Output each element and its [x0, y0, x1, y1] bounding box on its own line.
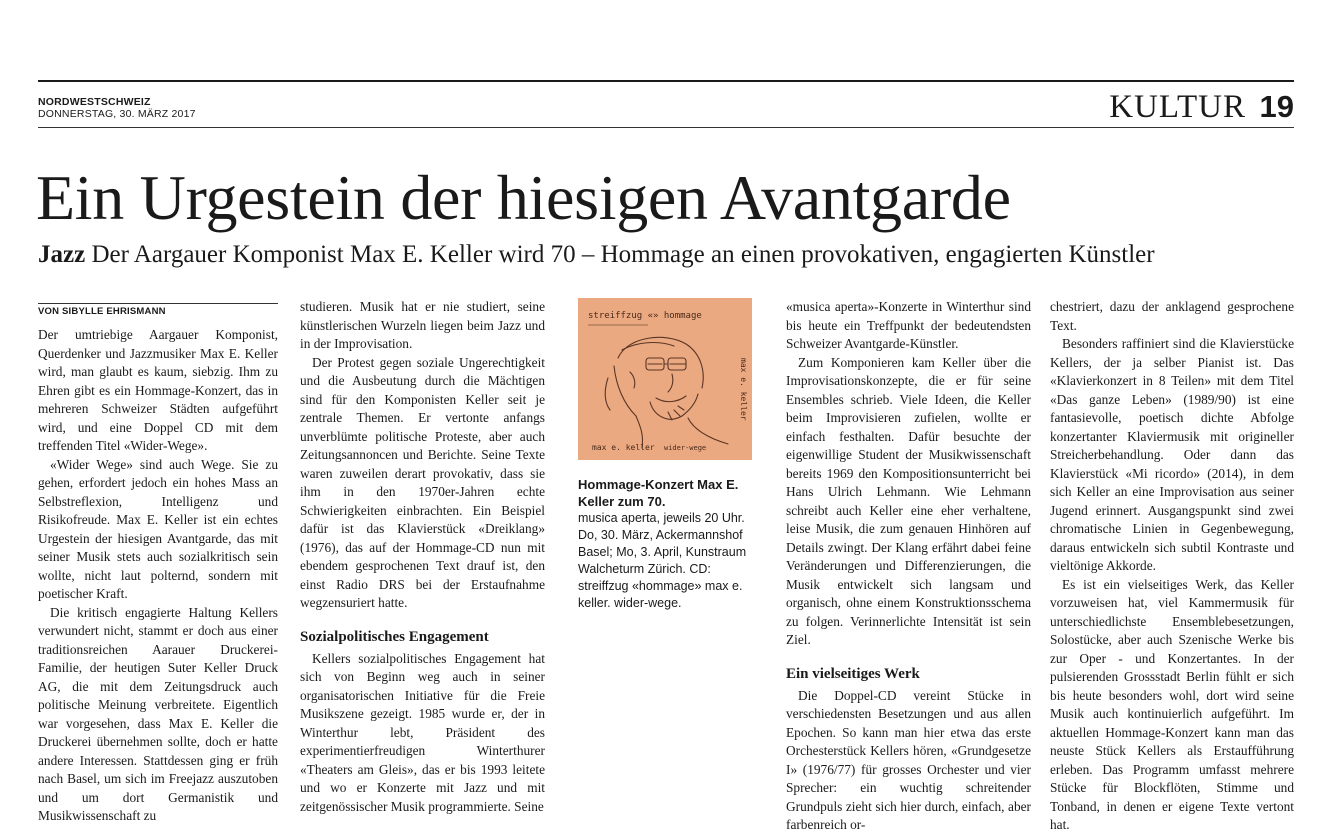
headline: Ein Urgestein der hiesigen Avantgarde	[36, 162, 1011, 233]
paragraph: Kellers sozialpolitisches Engagement hat sich von Beginn weg auch in seiner organisatorischen Initiative für die Freie Musikszene gezeigt. 1985 wurde er, der in Winterthur lebt, Präsident des experimentierfreudigen Winterthurer «Theaters am Gleis», das er bis 1993 leitete und wo er Konzerte mit Jazz und mit zeitgenössischer Musik programmierte. Seine	[300, 650, 545, 814]
paragraph: studieren. Musik hat er nie studiert, seine künstlerischen Wurzeln liegen beim Jazz und in der Improvisation.	[300, 299, 545, 351]
subheadline-text: Der Aargauer Komponist Max E. Keller wird 70 – Hommage an einen provokativen, engagierten Künstler	[85, 241, 1155, 268]
byline: VON SIBYLLE EHRISMANN	[38, 303, 278, 318]
top-rule	[38, 80, 1294, 82]
subheading-work: Ein vielseitiges Werk	[786, 665, 920, 682]
column-5	[1050, 298, 1294, 835]
column-1	[38, 297, 278, 826]
header-rule	[38, 127, 1294, 128]
paragraph: chestriert, dazu der anklagend gesprochene Text.	[1050, 299, 1294, 333]
paragraph: Die Doppel-CD vereint Stücke in verschiedensten Besetzungen und aus allen Epochen. So kann man hier etwa das erste Orchesterstück Kellers hören, «Grundgesetze I» (1976/77) für grosses Orchester und vier Sprecher: ein wuchtig schreitender Grundpuls zieht sich hier durch, einfach, aber farbenreich or-	[786, 687, 1031, 832]
column-4	[786, 298, 1031, 835]
paragraph: Die kritisch engagierte Haltung Kellers verwundert nicht, stammt er doch aus einer traditionsreichen Aarauer Druckerei-Familie, der heutigen Suter Keller Druck AG, die mit dem Zeitungsdruck auch politische Meinung verbreitete. Eigentlich war vorgesehen, dass Max E. Keller die Druckerei übernehmen sollte, doch er hatte andere Interessen. Stattdessen ging er früh nach Basel, um sich im Freejazz auszutoben und um dort Germanistik und Musikwissenschaft zu	[38, 604, 278, 823]
paragraph: «musica aperta»-Konzerte in Winterthur sind bis heute ein Treffpunkt der bedeutendsten Schweizer Avantgarde-Künstler.	[786, 299, 1031, 351]
caption-body: musica aperta, jeweils 20 Uhr. Do, 30. März, Ackermannshof Basel; Mo, 3. April, Kunstraum Walcheturm Zürich. CD: streiffzug «hommage» max e. keller. wider-wege.	[578, 511, 747, 610]
paragraph: Der umtriebige Aargauer Komponist, Querdenker und Jazzmusiker Max E. Keller wird, man glaubt es kaum, siebzig. Ihm zu Ehren gibt es ein Hommage-Konzert, das in mehreren Schweizer Städten aufgeführt wird, und eine Doppel CD mit dem treffenden Titel «Wider-Wege».	[38, 327, 278, 453]
image-caption	[578, 476, 758, 612]
cover-artist: max e. keller	[592, 443, 655, 452]
subheading-engagement: Sozialpolitisches Engagement	[300, 628, 489, 645]
paragraph: Der Protest gegen soziale Ungerechtigkeit und die Ausbeutung durch die Mächtigen sind für den Komponisten Keller seit je zentrale Themen. Er vertonte anfangs unverblümte politische Proteste, aber auch Zeitungsannoncen und Berichte. Seine Texte waren zuweilen derart provokativ, dass sie ihm in den 1970er-Jahren echte Schwierigkeiten einbrachten. Ein Beispiel dafür ist das Klavierstück «Dreiklang» (1976), das auf der Hommage-CD nun mit ebendem gesprochenen Text drauf ist, den einst Radio DRS bei der Erstaufnahme wegzensuriert hatte.	[300, 354, 545, 610]
cover-spine-text: max e. keller	[739, 358, 748, 421]
cover-album: wider-wege	[664, 444, 707, 452]
paragraph: Besonders raffiniert sind die Klavierstücke Kellers, der ja selber Pianist ist. Das «Klavierkonzert in 8 Teilen» mit dem Titel «Das ganze Leben» (1989/90) ist eine fantasievolle, poetisch dichte Abfolge konzertanter Klaviermusik mit origineller Streicherbehandlung. Oder dann das Klavierstück «Mi ricordo» (2014), in dem sich Keller an eine Improvisation aus seiner Jugend erinnert. Ausgangspunkt sind zwei chromatische Linien in Gegenbewegung, daraus entwickeln sich subtil Kontraste und vieltönige Akkorde.	[1050, 336, 1294, 573]
paragraph: Es ist ein vielseitiges Werk, das Keller vorzuweisen hat, viel Kammermusik für unterschiedlichste Ensemblebesetzungen, Solostücke, aber auch Szenische Werke bis zur Oper - und Konzertantes. In der pulsierenden Grossstadt Berlin fühlt er sich bis heute besonders wohl, dort wird seine Musik auch kontinuierlich aufgeführt. Im aktuellen Hommage-Konzert kann man das neuste Stück Kellers als Erstaufführung erleben. Das Programm umfasst mehrere Stücke für Blockflöten, Stimme und Tonband, in denen er eigene Texte vertont hat.	[1050, 576, 1294, 832]
album-cover-image	[578, 298, 752, 460]
kicker: Jazz	[38, 241, 86, 268]
section-title: KULTUR	[1109, 89, 1246, 125]
cover-title: streiffzug «» hommage	[588, 311, 702, 321]
column-2	[300, 298, 545, 816]
caption-title: Hommage-Konzert Max E. Keller zum 70.	[578, 477, 739, 509]
album-cover-art	[578, 298, 752, 460]
paragraph: Zum Komponieren kam Keller über die Improvisationskonzepte, die er für seine Ensembles schrieb. Viele Ideen, die Keller beim Improvisieren zufielen, wollte er einfach festhalten. Dafür besuchte der eigenwillige Student der Musikwissenschaft bereits 1969 den Kompositionsunterricht bei Hans Ulrich Lehmann. Wie Lehmann schreibt auch Keller eine eher verhaltene, leise Musik, die zum genauen Hinhören auf Details zwingt. Der Klang erfährt dabei feine Veränderungen und Differenzierungen, die Musik entwickelt sich langsam und organisch, ohne einem Konstruktionsschema zu folgen. Verinnerlichte Intensität ist sein Ziel.	[786, 354, 1031, 647]
paragraph: «Wider Wege» sind auch Wege. Sie zu gehen, erfordert jedoch ein hohes Mass an Selbstreflexion, Intelligenz und Risikofreude. Max E. Keller ist ein echtes Urgestein der hiesigen Avantgarde, das mit seiner Musik stets auch sozialkritisch sein wollte, nicht laut polternd, sondern mit poetischer Kraft.	[38, 456, 278, 601]
issue-date: DONNERSTAG, 30. MÄRZ 2017	[38, 108, 196, 120]
paper-name: NORDWESTSCHWEIZ	[38, 96, 151, 108]
page-number: 19	[1259, 89, 1294, 124]
subheadline	[38, 240, 1155, 270]
